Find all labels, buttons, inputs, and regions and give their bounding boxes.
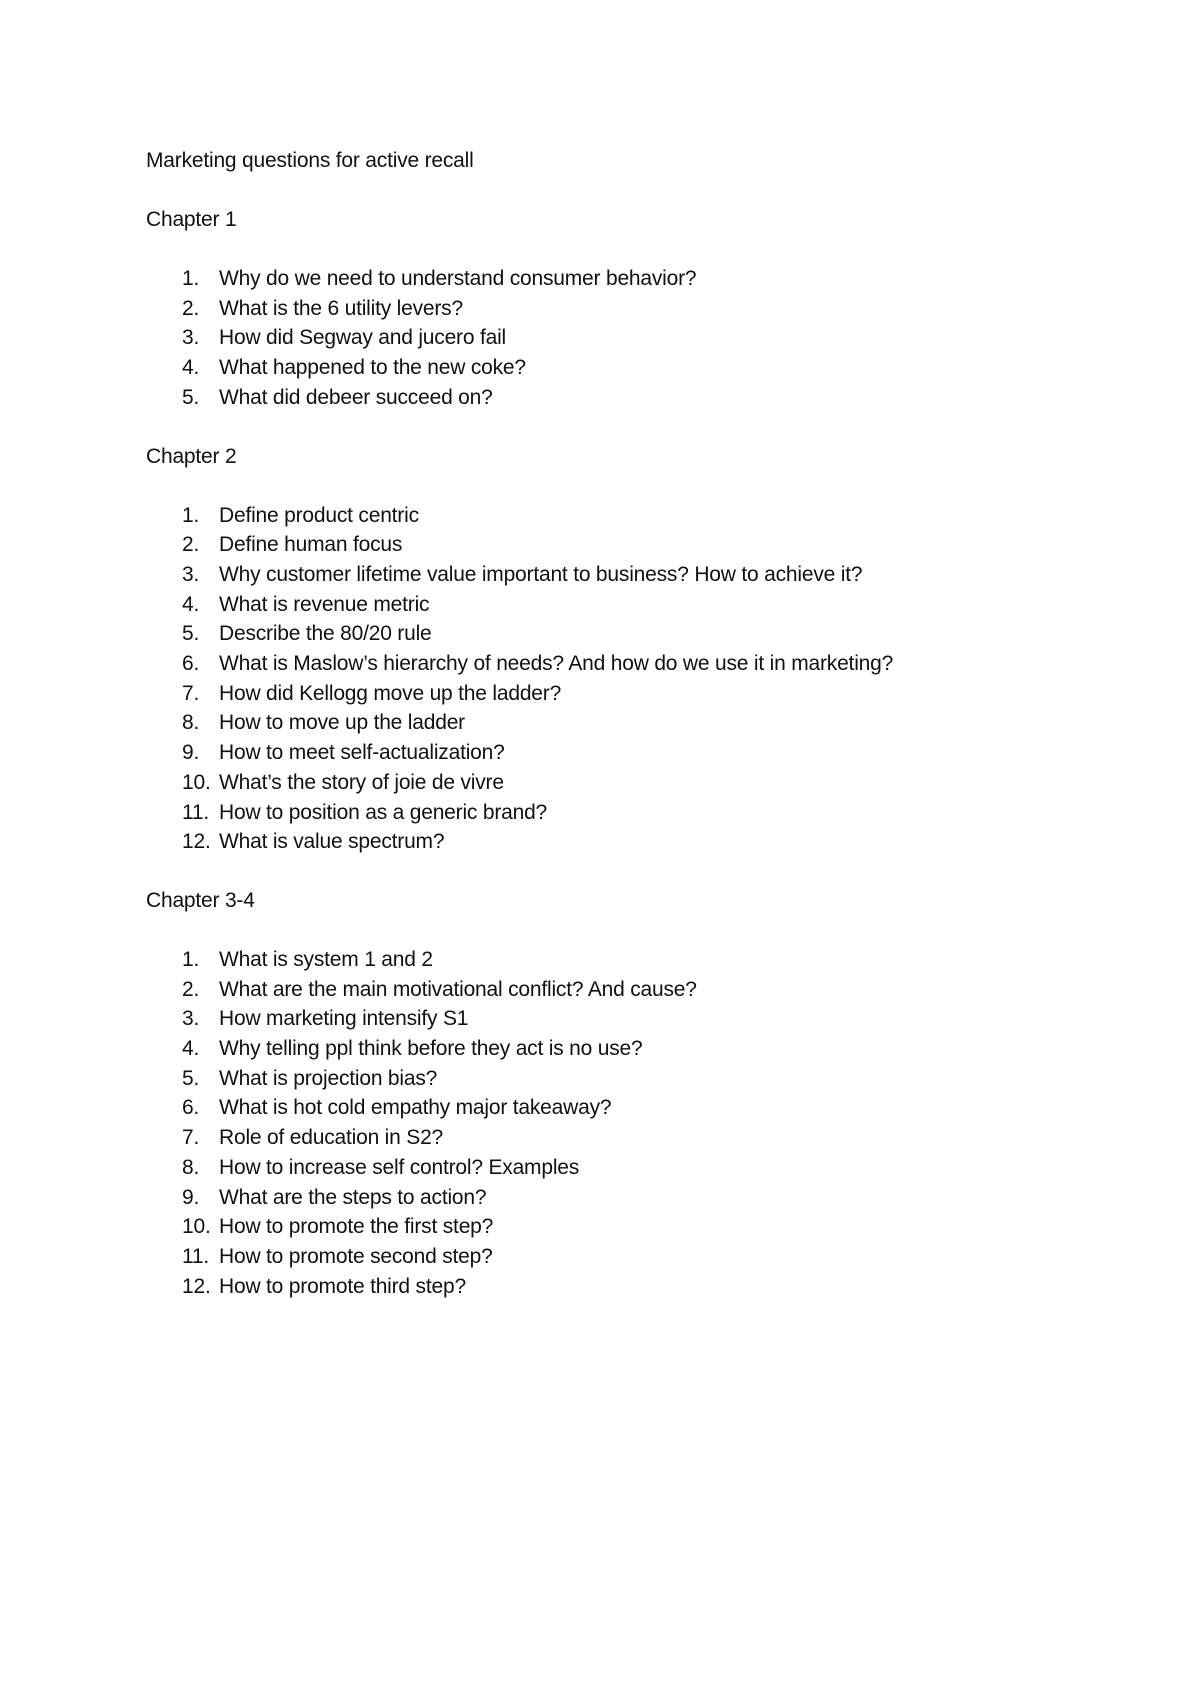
question-item [146, 383, 1106, 413]
question-text: Role of education in S2? [219, 1126, 444, 1150]
question-number: 11. [182, 1244, 210, 1268]
chapters-container [146, 205, 1106, 1301]
question-item [146, 975, 1106, 1005]
question-item [146, 1034, 1106, 1064]
question-item [146, 501, 1106, 531]
question-text: How did Kellogg move up the ladder? [219, 681, 562, 705]
question-text: Why customer lifetime value important to business? How to achieve it? [219, 562, 863, 586]
question-number: 6. [182, 652, 200, 676]
question-text: What is hot cold empathy major takeaway? [219, 1096, 612, 1120]
question-item [146, 560, 1106, 590]
question-text: Define human focus [219, 533, 403, 557]
question-item [146, 619, 1106, 649]
question-text: How to increase self control? Examples [219, 1155, 580, 1179]
question-item [146, 1242, 1106, 1272]
question-number: 12. [182, 1274, 211, 1298]
chapter-heading: Chapter 1 [146, 208, 237, 231]
question-item [146, 1183, 1106, 1213]
question-number: 11. [182, 800, 210, 824]
question-number: 4. [182, 592, 200, 616]
question-text: What’s the story of joie de vivre [219, 770, 504, 794]
question-number: 10. [182, 770, 211, 794]
chapter-section [146, 442, 1106, 857]
question-item [146, 798, 1106, 828]
question-text: How to promote third step? [219, 1274, 466, 1298]
question-number: 4. [182, 356, 200, 380]
question-item [146, 294, 1106, 324]
chapter-section [146, 205, 1106, 413]
question-text: How to promote the first step? [219, 1215, 494, 1239]
question-number: 3. [182, 1007, 200, 1031]
question-number: 5. [182, 385, 200, 409]
question-number: 4. [182, 1037, 200, 1061]
question-item [146, 1212, 1106, 1242]
question-text: What is system 1 and 2 [219, 947, 433, 971]
question-list [146, 264, 1106, 413]
question-text: What are the steps to action? [219, 1185, 487, 1209]
question-item [146, 1272, 1106, 1302]
question-text: How marketing intensify S1 [219, 1007, 469, 1031]
question-item [146, 679, 1106, 709]
chapter-heading: Chapter 3-4 [146, 888, 255, 912]
question-number: 1. [182, 947, 200, 971]
question-item [146, 1004, 1106, 1034]
question-list [146, 945, 1106, 1301]
question-number: 2. [182, 977, 200, 1001]
question-text: What is revenue metric [219, 592, 430, 616]
question-text: How to meet self-actualization? [219, 741, 505, 765]
question-text: What happened to the new coke? [219, 356, 526, 380]
question-item [146, 768, 1106, 798]
question-text: Why do we need to understand consumer behavior? [219, 267, 697, 290]
question-number: 9. [182, 741, 200, 765]
question-item [146, 708, 1106, 738]
chapter-section [146, 886, 1106, 1301]
question-text: How did Segway and jucero fail [219, 326, 506, 350]
question-item [146, 530, 1106, 560]
question-number: 5. [182, 622, 200, 646]
question-text: Describe the 80/20 rule [219, 622, 432, 646]
question-item [146, 945, 1106, 975]
question-text: What is Maslow’s hierarchy of needs? And how do we use it in marketing? [219, 652, 894, 676]
question-number: 1. [182, 267, 200, 290]
question-text: Define product centric [219, 503, 419, 527]
question-text: What are the main motivational conflict? And cause? [219, 977, 697, 1001]
question-item [146, 590, 1106, 620]
question-text: Why telling ppl think before they act is no use? [219, 1037, 643, 1061]
question-text: What is projection bias? [219, 1066, 438, 1090]
question-number: 10. [182, 1215, 211, 1239]
question-number: 3. [182, 562, 200, 586]
question-text: What is value spectrum? [219, 830, 445, 854]
question-text: How to position as a generic brand? [219, 800, 548, 824]
question-text: What is the 6 utility levers? [219, 296, 463, 320]
question-number: 8. [182, 1155, 200, 1179]
question-item [146, 738, 1106, 768]
question-item [146, 353, 1106, 383]
question-number: 9. [182, 1185, 200, 1209]
question-number: 7. [182, 1126, 200, 1150]
question-number: 5. [182, 1066, 200, 1090]
question-list [146, 501, 1106, 857]
question-item [146, 1123, 1106, 1153]
question-item [146, 1093, 1106, 1123]
question-item [146, 264, 1106, 294]
question-item [146, 1153, 1106, 1183]
question-item [146, 1064, 1106, 1094]
question-text: How to move up the ladder [219, 711, 465, 735]
question-number: 3. [182, 326, 200, 350]
question-item [146, 827, 1106, 857]
question-number: 7. [182, 681, 200, 705]
chapter-heading: Chapter 2 [146, 444, 237, 468]
question-text: What did debeer succeed on? [219, 385, 493, 409]
question-number: 6. [182, 1096, 200, 1120]
document-content [146, 146, 1106, 1301]
document-title: Marketing questions for active recall [146, 149, 474, 172]
question-number: 12. [182, 830, 211, 854]
question-number: 2. [182, 533, 200, 557]
question-item [146, 323, 1106, 353]
question-text: How to promote second step? [219, 1244, 493, 1268]
question-number: 8. [182, 711, 200, 735]
question-number: 2. [182, 296, 200, 320]
question-item [146, 649, 1106, 679]
question-number: 1. [182, 503, 200, 527]
